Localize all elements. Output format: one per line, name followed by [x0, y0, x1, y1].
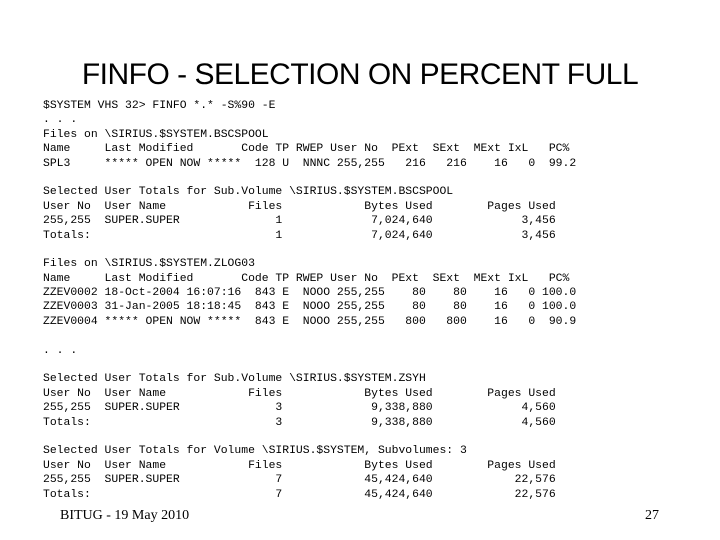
- terminal-line: ZZEV0002 18-Oct-2004 16:07:16 843 E NOOO 255,255 80 80 16 0 100.0: [43, 287, 577, 300]
- terminal-line: [43, 329, 576, 343]
- terminal-output: [43, 99, 576, 502]
- terminal-line: User No User Name Files Bytes Used Pages Used: [43, 200, 556, 213]
- terminal-line: Totals: 1 7,024,640 3,456: [43, 229, 556, 242]
- terminal-line: [43, 358, 576, 372]
- terminal-line: . . .: [43, 344, 78, 357]
- terminal-line: Files on \SIRIUS.$SYSTEM.ZLOG03: [43, 258, 255, 271]
- terminal-line: ZZEV0004 ***** OPEN NOW ***** 843 E NOOO 255,255 800 800 16 0 90.9: [43, 315, 577, 328]
- terminal-line: [43, 430, 576, 444]
- terminal-line: $SYSTEM VHS 32> FINFO *.* -S%90 -E: [43, 100, 276, 112]
- terminal-line: 255,255 SUPER.SUPER 3 9,338,880 4,560: [43, 402, 556, 415]
- terminal-line: User No User Name Files Bytes Used Pages Used: [43, 459, 556, 472]
- terminal-line: Selected User Totals for Volume \SIRIUS.$SYSTEM, Subvolumes: 3: [43, 445, 467, 458]
- terminal-line: Name Last Modified Code TP RWEP User No PExt SExt MExt IxL PC%: [43, 143, 570, 156]
- terminal-line: Totals: 3 9,338,880 4,560: [43, 416, 556, 429]
- terminal-line: . . .: [43, 114, 78, 127]
- terminal-line: Name Last Modified Code TP RWEP User No PExt SExt MExt IxL PC%: [43, 272, 570, 285]
- terminal-line: [43, 171, 576, 185]
- terminal-line: Files on \SIRIUS.$SYSTEM.BSCSPOOL: [43, 128, 269, 141]
- terminal-line: Selected User Totals for Sub.Volume \SIRIUS.$SYSTEM.ZSYH: [43, 373, 426, 386]
- slide-title: FINFO - SELECTION ON PERCENT FULL: [81, 58, 639, 91]
- terminal-line: User No User Name Files Bytes Used Pages Used: [43, 387, 556, 400]
- terminal-line: ZZEV0003 31-Jan-2005 18:18:45 843 E NOOO 255,255 80 80 16 0 100.0: [43, 301, 577, 314]
- terminal-line: [43, 243, 576, 257]
- footer-event-label: BITUG - 19 May 2010: [60, 508, 190, 523]
- terminal-line: Selected User Totals for Sub.Volume \SIRIUS.$SYSTEM.BSCSPOOL: [43, 186, 454, 199]
- terminal-line: 255,255 SUPER.SUPER 1 7,024,640 3,456: [43, 215, 556, 228]
- terminal-line: 255,255 SUPER.SUPER 7 45,424,640 22,576: [43, 474, 556, 487]
- page-number: 27: [645, 508, 659, 523]
- terminal-line: Totals: 7 45,424,640 22,576: [43, 488, 556, 501]
- terminal-line: SPL3 ***** OPEN NOW ***** 128 U NNNC 255,255 216 216 16 0 99.2: [43, 157, 577, 170]
